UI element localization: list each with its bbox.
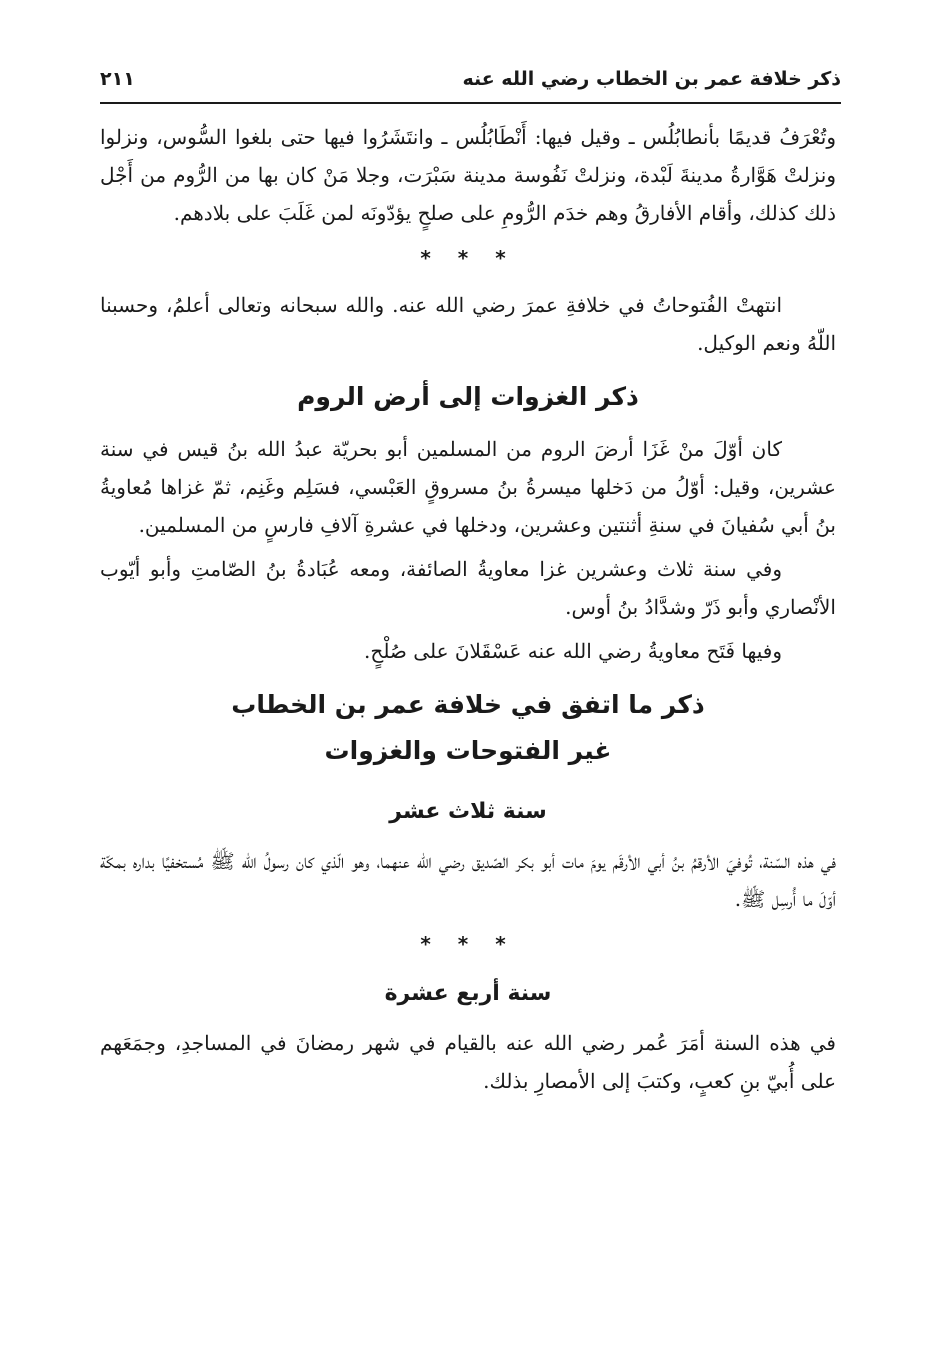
paragraph-2: انتهتْ الفُتوحاتُ في خلافةِ عمرَ رضي الله عنه. والله سبحانه وتعالى أعلمُ، وحسبنا اللّهُ ونعم الوكيل. (100, 293, 836, 355)
year-heading-14: سنة أربع عشرة (384, 981, 552, 1006)
page-body (100, 118, 836, 1106)
paragraph-5: وفيها فَتَح معاويةُ رضي الله عنه عَسْقَلانَ على صُلْحٍ. (364, 639, 782, 663)
paragraph-6: في هذه السّنة، تُوفيَ الأرقمُ بنُ أبي الأرقَم يومَ مات أبو بكر الصّديق رضي الله عنهما، وهو الّذي كان رسولُ الله ﷺ مُستخفيًا بداره بمكّة أوّلَ ما أُرسِل ﷺ. (100, 849, 836, 911)
section-heading-raids: ذكر الغزوات إلى أرض الروم (297, 382, 639, 411)
heading-line-1: ذكر ما اتفق في خلافة عمر بن الخطاب (231, 690, 705, 719)
paragraph-7: في هذه السنة أمَرَ عُمر رضي الله عنه بالقيام في شهر رمضانَ في المساجدِ، وجمَعَهم على أُبيّ بنِ كعبٍ، وكتبَ إلى الأمصارِ بذلك. (100, 1031, 836, 1093)
section-separator: * * * (420, 932, 516, 956)
section-heading-events (100, 682, 836, 774)
year-heading-13: سنة ثلاث عشر (389, 799, 547, 824)
section-separator: * * * (420, 246, 516, 270)
running-header (100, 66, 841, 104)
paragraph-3: كان أوّلَ منْ غَزَا أرضَ الروم من المسلمين أبو بحريّة عبدُ الله بنُ قيس في سنة عشرين، وقيل: أوّلُ من دَخلها ميسرةُ بنُ مسروقٍ العَبْسي، فسَلِم وغَنِم، ثمّ غزاها مُعاويةُ بنُ أبي سُفيانَ في سنةِ أثنتين وعشرين، ودخلها في عشرةِ آلافِ فارسٍ من المسلمين. (100, 437, 836, 537)
page-number: ٢١١ (100, 68, 135, 90)
paragraph-4: وفي سنة ثلاث وعشرين غزا معاويةُ الصائفة، ومعه عُبَادةُ بنُ الصّامتِ وأبو أيّوب الأنْصاري وأبو ذَرّ وشدَّادُ بنُ أوس. (100, 557, 836, 619)
running-title: ذكر خلافة عمر بن الخطاب رضي الله عنه (462, 68, 841, 90)
heading-line-2: غير الفتوحات والغزوات (324, 736, 612, 765)
paragraph-1: وتُعْرَفُ قديمًا بأنطابُلُس ـ وقيل فيها: أَنْطَابُلُس ـ وانتَشَرُوا فيها حتى بلغوا السُّوس، ونزلوا ونزلتْ هَوَّارةُ مدينةَ لَبْدة، ونزلتْ نَفُوسة مدينة سَبْرَت، وجلا مَنْ كان بها من الرُّوم من أَجْل ذلك كذلك، وأقام الأفارقُ وهم خدَم الرُّومِ على صلحٍ يؤدّونَه لمن غَلَبَ على بلادهم. (100, 125, 836, 225)
